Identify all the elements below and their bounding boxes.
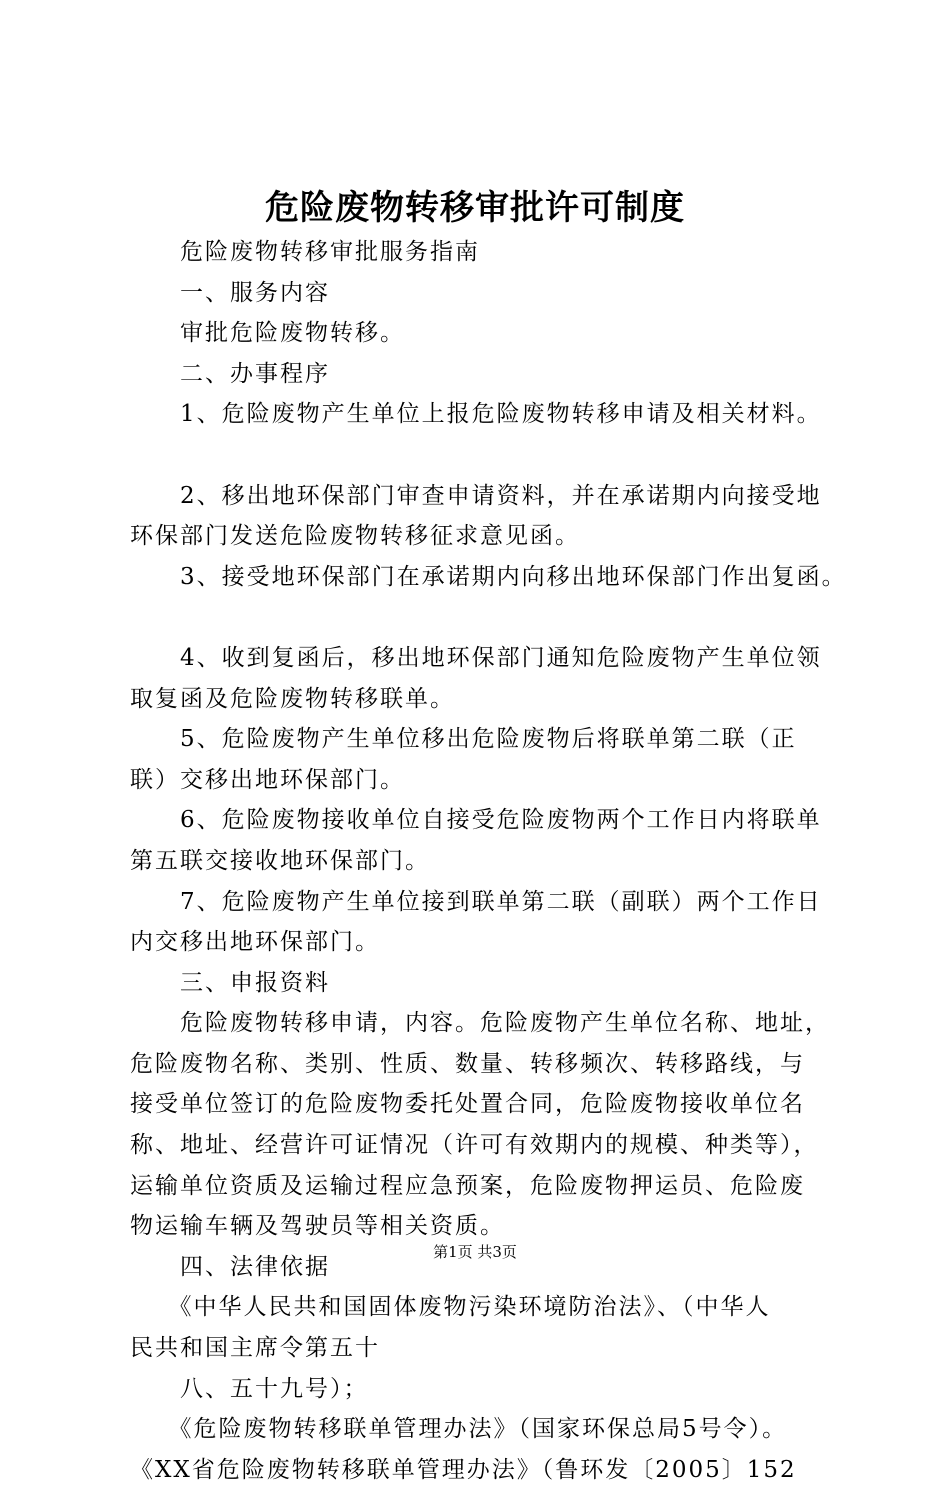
text-line: 联）交移出地环保部门。 [130,766,405,793]
text-line: 运输单位资质及运输过程应急预案，危险废物押运员、危险废 [130,1172,805,1199]
text-line: 《危险废物转移联单管理办法》（国家环保总局5号令）。 [130,1416,788,1443]
text-line: 三、申报资料 [130,969,330,996]
page-footer: 第1页 共3页 [433,1243,517,1261]
text-line: 危险废物转移申请，内容。危险废物产生单位名称、地址， [130,1010,830,1037]
text-line: 4、收到复函后，移出地环保部门通知危险废物产生单位领 [130,644,822,671]
text-line: 取复函及危险废物转移联单。 [130,685,455,712]
text-line: 物运输车辆及驾驶员等相关资质。 [130,1213,505,1240]
document-body [130,232,847,1490]
text-line: 内交移出地环保部门。 [130,929,380,956]
text-line: 6、危险废物接收单位自接受危险废物两个工作日内将联单 [130,807,822,834]
text-line: 审批危险废物转移。 [130,320,405,347]
text-line: 二、办事程序 [130,360,330,387]
document-title: 危险废物转移审批许可制度 [265,188,685,228]
text-line: 民共和国主席令第五十 [130,1335,380,1362]
text-line: 5、危险废物产生单位移出危险废物后将联单第二联（正 [130,726,797,753]
text-line: 四、法律依据 [130,1253,330,1280]
text-line: 《中华人民共和国固体废物污染环境防治法》、（中华人 [130,1294,771,1321]
text-line: 称、地址、经营许可证情况（许可有效期内的规模、种类等）， [130,1132,819,1159]
text-line: 环保部门发送危险废物转移征求意见函。 [130,523,580,550]
text-line: 一、服务内容 [130,279,330,306]
text-line: 危险废物名称、类别、性质、数量、转移频次、转移路线，与 [130,1050,805,1077]
text-line: 接受单位签订的危险废物委托处置合同，危险废物接收单位名 [130,1091,805,1118]
text-line: 2、移出地环保部门审查申请资料，并在承诺期内向接受地 [130,482,822,509]
text-line: 3、接受地环保部门在承诺期内向移出地环保部门作出复函。 [130,563,847,590]
text-line: 八、五十九号）； [130,1375,369,1402]
text-line: 《XX省危险废物转移联单管理办法》（鲁环发〔2005〕152 [130,1456,797,1483]
blank-line [130,435,840,476]
text-line: 7、危险废物产生单位接到联单第二联（副联）两个工作日 [130,888,822,915]
blank-line [130,597,840,638]
text-line: 1、危险废物产生单位上报危险废物转移申请及相关材料。 [130,401,822,428]
text-line: 危险废物转移审批服务指南 [130,239,480,265]
text-line: 第五联交接收地环保部门。 [130,847,430,874]
